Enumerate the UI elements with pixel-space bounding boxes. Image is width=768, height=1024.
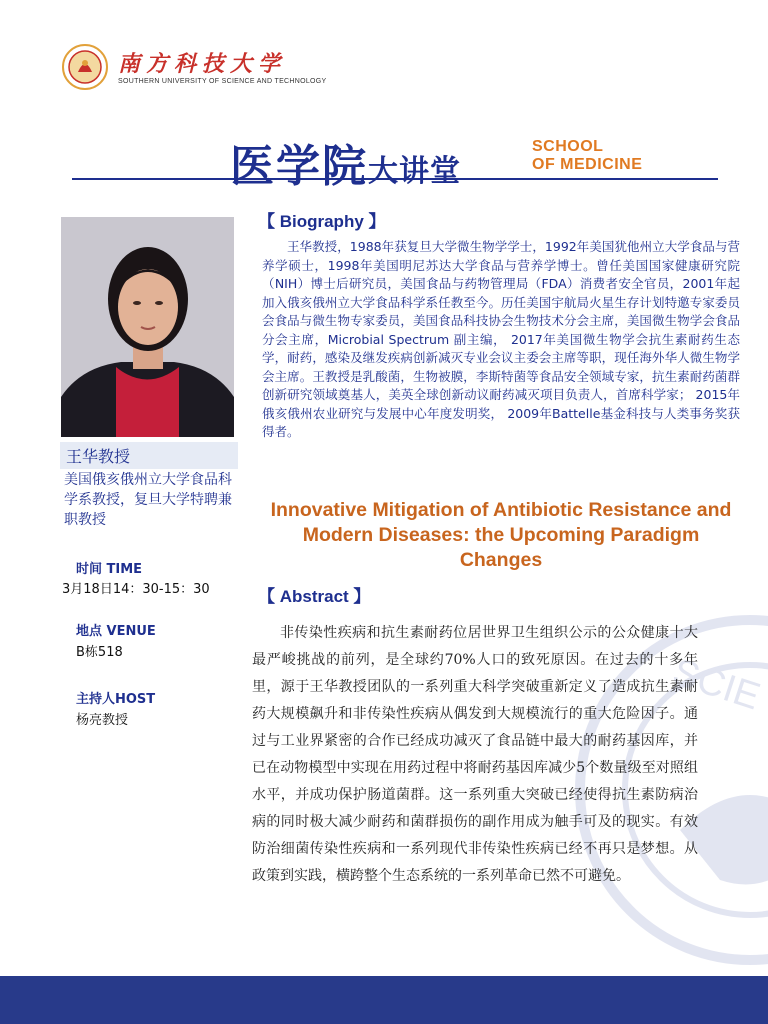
university-logo bbox=[62, 44, 108, 90]
host-label: 主持人HOST bbox=[76, 692, 156, 707]
university-name-en: SOUTHERN UNIVERSITY OF SCIENCE AND TECHNOLOGY bbox=[118, 78, 327, 85]
banner-en-line2: OF MEDICINE bbox=[532, 156, 643, 173]
venue-label: 地点 VENUE bbox=[76, 624, 156, 639]
venue-value: B栋518 bbox=[76, 645, 123, 660]
time-label: 时间 TIME bbox=[76, 562, 143, 577]
lecture-banner bbox=[72, 130, 718, 192]
abstract-text: 非传染性疾病和抗生素耐药位居世界卫生组织公示的公众健康十大最严峻挑战的前列，是全球约70%人口的致死原因。在过去的十多年里，源于王华教授团队的一系列重大科学突破重新定义了造成抗生素耐药大规模飙升和非传染性疾病从偶发到大规模流行的重大危险因子。通过与工业界紧密的合作已经成功减灭了食品链中最大的耐药基因库，并已在动物模型中实现在用药过程中将耐药基因库减少5个数量级至对照组水平，并成功保护肠道菌群。这一系列重大突破已经使得抗生素防病治病的同时极大减少耐药和菌群损伤的副作用成为触手可及的现实。有效防治细菌传染性疾病和一系列现代非传染性疾病已经不再只是梦想。从政策到实践，横跨整个生态系统的一系列革命已然不可避免。 bbox=[252, 625, 698, 884]
speaker-photo bbox=[61, 217, 234, 437]
university-name bbox=[118, 52, 327, 85]
host-value: 杨亮教授 bbox=[76, 713, 129, 728]
banner-en-line1: SCHOOL bbox=[532, 138, 604, 155]
watermark-text: SCIE bbox=[667, 651, 765, 719]
biography-text: 王华教授，1988年获复旦大学微生物学学士，1992年美国犹他州立大学食品与营养学硕士，1998年美国明尼苏达大学食品与营养学博士。曾任美国国家健康研究院（NIH）博士后研究员，美国食品与药物管理局（FDA）消费者安全官员，2001年起加入俄亥俄州立大学食品科学系任教至今。历任美国宇航局火星生存计划特邀专家委员会食品与微生物专家委员，美国食品科技协会生物技术分会主席，美国微生物学会食品分会主席，Microbial Spectrum 副主编， 2017年美国微生物学会抗生素耐药生态学，耐药，感染及继发疾病创新减灭专业会议主委会主席等职，现任海外华人微生物学会主席。王教授是乳酸菌，生物被膜，李斯特菌等食品安全领域专家，抗生素耐药菌群创新研究领域奠基人，美英全球创新动议耐药减灭项目负责人，首席科学家； 2015年俄亥俄州农业研究与发展中心年度发明奖， 2009年Battelle基金科技与人类事务奖获得者。 bbox=[262, 239, 740, 439]
abstract-heading: 【 Abstract 】 bbox=[258, 587, 371, 606]
speaker-description: 美国俄亥俄州立大学食品科学系教授，复旦大学特聘兼职教授 bbox=[64, 472, 232, 528]
banner-title-main: 医学院 bbox=[230, 141, 368, 192]
university-name-cn: 南方科技大学 bbox=[118, 51, 287, 77]
talk-title: Innovative Mitigation of Antibiotic Resistance and Modern Diseases: the Upcoming Paradigm Changes bbox=[270, 499, 732, 571]
footer-bar bbox=[0, 976, 768, 1024]
banner-title bbox=[230, 130, 461, 194]
banner-title-sub: 大讲堂 bbox=[368, 154, 461, 189]
banner-english bbox=[532, 138, 642, 174]
time-value: 3月18日14：30-15：30 bbox=[62, 582, 210, 597]
speaker-name: 王华教授 bbox=[60, 442, 238, 469]
biography-heading: 【 Biography 】 bbox=[258, 212, 386, 231]
